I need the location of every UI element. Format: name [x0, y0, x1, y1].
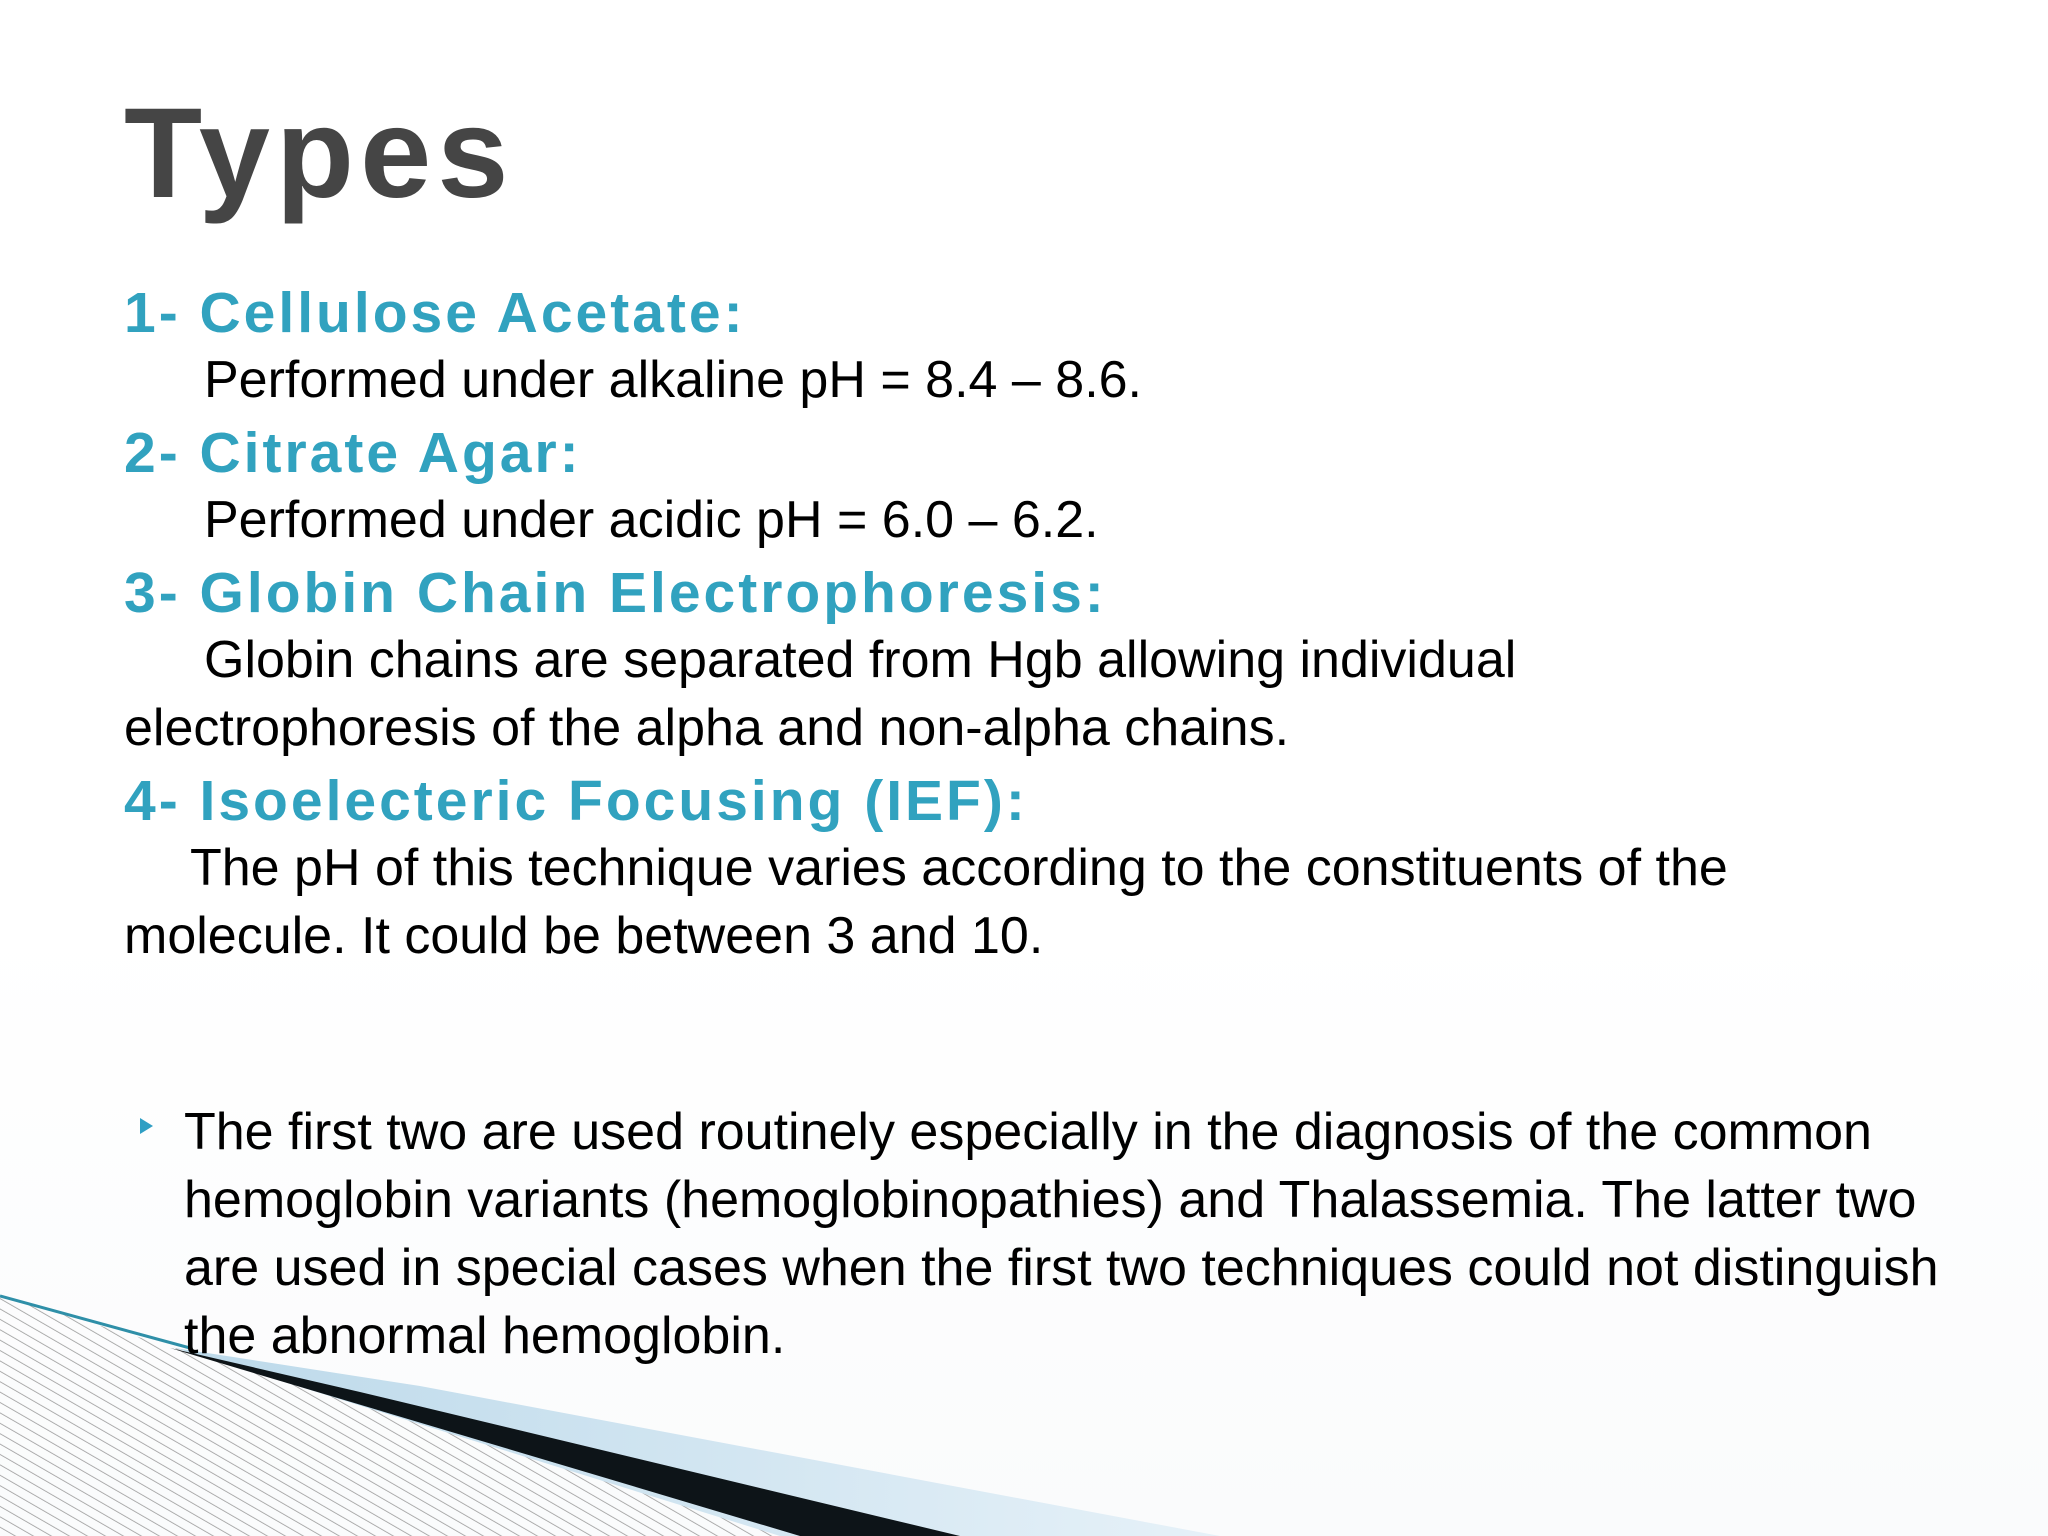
section-heading-ief: 4- Isoelecteric Focusing (IEF):: [124, 769, 1028, 833]
section-body-citrate-agar: Performed under acidic pH = 6.0 – 6.2.: [204, 491, 1099, 549]
slide-title: Types: [124, 82, 515, 225]
bullet-arrow-icon: [140, 1118, 153, 1134]
section-heading-globin-chain: 3- Globin Chain Electrophoresis:: [124, 561, 1107, 625]
bullet-note-text: The first two are used routinely especially in the diagnosis of the common hemoglobin variants (hemoglobinopathies) and Thalassemia. The latter two are used in special cases when the first two techniques could not distinguish the abnormal hemoglobin.: [184, 1103, 1939, 1365]
bullet-note: [140, 1098, 1970, 1370]
section-body-globin-chain: Globin chains are separated from Hgb allowing individual electrophoresis of the alpha and non-alpha chains.: [124, 631, 1517, 757]
section-body-ief: The pH of this technique varies according to the constituents of the molecule. It could be between 3 and 10.: [124, 839, 1728, 965]
section-heading-citrate-agar: 2- Citrate Agar:: [124, 421, 582, 485]
section-heading-cellulose-acetate: 1- Cellulose Acetate:: [124, 281, 746, 345]
slide-content: [124, 280, 1964, 970]
section-body-cellulose-acetate: Performed under alkaline pH = 8.4 – 8.6.: [204, 351, 1143, 409]
